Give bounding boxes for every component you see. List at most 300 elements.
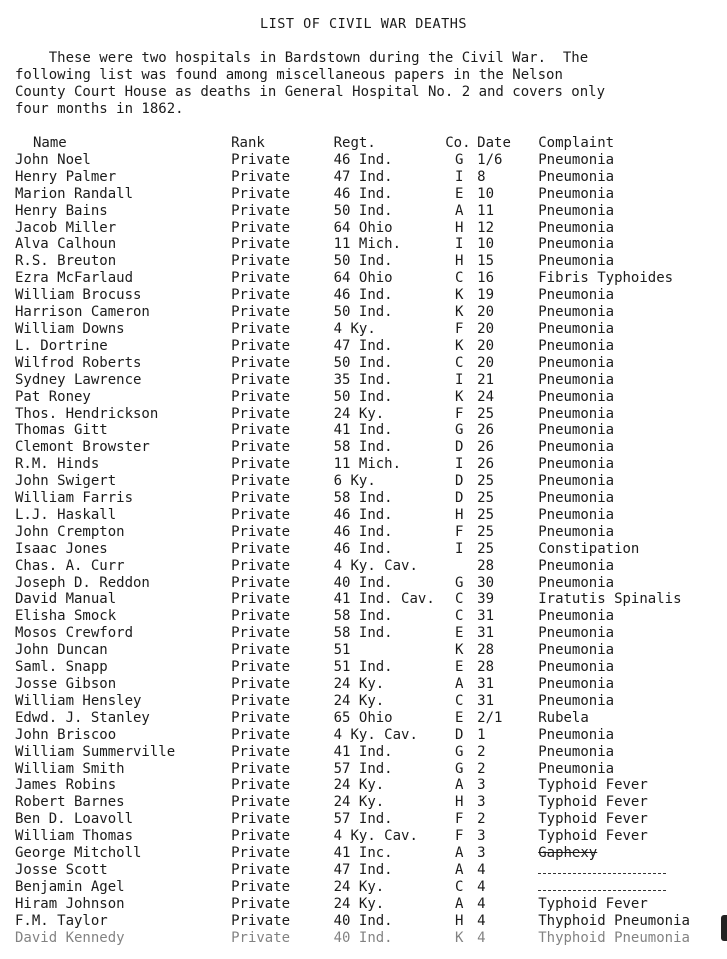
table-row — [15, 896, 727, 913]
co-cell: H — [454, 506, 464, 523]
name-cell: L.J. Haskall — [15, 506, 117, 523]
regt-cell: 41 Ind. — [333, 422, 393, 439]
date-cell: 26 — [477, 456, 495, 473]
column-header-name: Name — [33, 135, 67, 151]
date-cell: 31 — [477, 625, 495, 642]
regt-cell: 47 Ind. — [333, 861, 393, 878]
name-cell: Mosos Crewford — [15, 625, 134, 642]
co-cell: H — [454, 253, 464, 270]
date-cell: 10 — [477, 185, 495, 202]
regt-cell: 24 Ky. — [333, 794, 385, 811]
regt-cell: 50 Ind. — [333, 388, 393, 405]
name-cell: Marion Randall — [15, 185, 134, 202]
regt-cell: 57 Ind. — [333, 811, 393, 828]
rank-cell: Private — [231, 253, 291, 270]
table-row — [15, 608, 727, 625]
co-cell: C — [454, 878, 464, 895]
name-cell: Harrison Cameron — [15, 304, 150, 321]
co-cell: F — [454, 405, 464, 422]
rank-cell: Private — [231, 473, 291, 490]
rank-cell: Private — [231, 726, 291, 743]
complaint-cell: Thyphoid Pneumonia — [538, 912, 690, 929]
co-cell: G — [454, 151, 464, 168]
regt-cell: 11 Mich. — [333, 456, 402, 473]
name-cell: William Thomas — [15, 828, 134, 845]
name-cell: R.S. Breuton — [15, 253, 117, 270]
intro-line: These were two hospitals in Bardstown during the Civil War. The — [15, 50, 589, 66]
table-row — [15, 389, 727, 406]
name-cell: Henry Palmer — [15, 168, 117, 185]
date-cell: 2 — [477, 743, 486, 760]
complaint-cell: Pneumonia — [538, 354, 615, 371]
table-row — [15, 659, 727, 676]
regt-cell: 4 Ky. Cav. — [333, 726, 418, 743]
name-cell: Edwd. J. Stanley — [15, 709, 150, 726]
date-cell: 31 — [477, 692, 495, 709]
rank-cell: Private — [231, 861, 291, 878]
rank-cell: Private — [231, 828, 291, 845]
regt-cell: 4 Ky. Cav. — [333, 828, 418, 845]
regt-cell: 24 Ky. — [333, 777, 385, 794]
date-cell: 28 — [477, 659, 495, 676]
co-cell: C — [454, 354, 464, 371]
rank-cell: Private — [231, 388, 291, 405]
table-row — [15, 169, 727, 186]
table-row — [15, 693, 727, 710]
intro-line: four months in 1862. — [15, 101, 184, 117]
rank-cell: Private — [231, 506, 291, 523]
co-cell: E — [454, 625, 464, 642]
date-cell: 28 — [477, 642, 495, 659]
co-cell: D — [454, 439, 464, 456]
rank-cell: Private — [231, 185, 291, 202]
date-cell: 3 — [477, 845, 486, 862]
table-row — [15, 490, 727, 507]
rank-cell: Private — [231, 659, 291, 676]
name-cell: William Smith — [15, 760, 125, 777]
complaint-cell: Pneumonia — [538, 608, 615, 625]
co-cell: E — [454, 185, 464, 202]
table-row — [15, 930, 727, 947]
page-title: LIST OF CIVIL WAR DEATHS — [259, 16, 468, 32]
complaint-cell: Typhoid Fever — [538, 794, 648, 811]
table-row — [15, 253, 727, 270]
name-cell: David Kennedy — [15, 929, 125, 946]
rank-cell: Private — [231, 320, 291, 337]
regt-cell: 47 Ind. — [333, 168, 393, 185]
rank-cell: Private — [231, 929, 291, 946]
date-cell: 2 — [477, 811, 486, 828]
table-row — [15, 203, 727, 220]
name-cell: Ben D. Loavoll — [15, 811, 134, 828]
date-cell: 25 — [477, 523, 495, 540]
regt-cell: 64 Ohio — [333, 219, 393, 236]
name-cell: Wilfrod Roberts — [15, 354, 142, 371]
rank-cell: Private — [231, 692, 291, 709]
co-cell: F — [454, 828, 464, 845]
name-cell: William Hensley — [15, 692, 142, 709]
co-cell: D — [454, 473, 464, 490]
table-row — [15, 794, 727, 811]
date-cell: 26 — [477, 439, 495, 456]
regt-cell: 4 Ky. Cav. — [333, 557, 418, 574]
complaint-cell: Pneumonia — [538, 151, 615, 168]
table-row — [15, 727, 727, 744]
rank-cell: Private — [231, 287, 291, 304]
date-cell: 20 — [477, 320, 495, 337]
rank-cell: Private — [231, 371, 291, 388]
co-cell: I — [454, 168, 464, 185]
co-cell: K — [454, 337, 464, 354]
complaint-cell: Pneumonia — [538, 473, 615, 490]
complaint-cell: Pneumonia — [538, 422, 615, 439]
complaint-cell: Pneumonia — [538, 676, 615, 692]
table-row — [15, 676, 727, 693]
name-cell: Joseph D. Reddon — [15, 574, 150, 591]
complaint-cell: Pneumonia — [538, 337, 615, 354]
co-cell: F — [454, 523, 464, 540]
co-cell: G — [454, 574, 464, 591]
table-row — [15, 541, 727, 558]
co-cell: F — [454, 320, 464, 337]
complaint-cell: Pneumonia — [538, 405, 615, 422]
intro-line: County Court House as deaths in General Hospital No. 2 and covers only — [15, 84, 606, 100]
date-cell: 15 — [477, 253, 495, 270]
date-cell: 21 — [477, 371, 495, 388]
date-cell: 11 — [477, 202, 495, 219]
regt-cell: 58 Ind. — [333, 608, 393, 625]
date-cell: 25 — [477, 540, 495, 557]
regt-cell: 50 Ind. — [333, 253, 393, 270]
table-header-row — [15, 135, 727, 152]
complaint-cell: Pneumonia — [538, 659, 615, 676]
deaths-table — [15, 135, 727, 947]
name-cell: David Manual — [15, 591, 117, 608]
column-header-rank: Rank — [231, 135, 265, 151]
date-cell: 31 — [477, 676, 495, 692]
co-cell: A — [454, 777, 464, 794]
date-cell: 19 — [477, 287, 495, 304]
date-cell: 20 — [477, 304, 495, 321]
name-cell: Chas. A. Curr — [15, 557, 125, 574]
rank-cell: Private — [231, 591, 291, 608]
rank-cell: Private — [231, 642, 291, 659]
rank-cell: Private — [231, 219, 291, 236]
complaint-cell: Pneumonia — [538, 490, 615, 507]
complaint-cell: Typhoid Fever — [538, 777, 648, 794]
regt-cell: 41 Inc. — [333, 845, 393, 862]
table-row — [15, 422, 727, 439]
complaint-cell: Pneumonia — [538, 320, 615, 337]
intro-line: following list was found among miscellaneous papers in the Nelson — [15, 67, 563, 83]
rank-cell: Private — [231, 270, 291, 287]
complaint-cell: Pneumonia — [538, 506, 615, 523]
table-row — [15, 591, 727, 608]
complaint-cell: Pneumonia — [538, 202, 615, 219]
table-row — [15, 372, 727, 389]
table-row — [15, 270, 727, 287]
name-cell: Elisha Smock — [15, 608, 117, 625]
name-cell: Pat Roney — [15, 388, 91, 405]
name-cell: Benjamin Agel — [15, 878, 125, 895]
complaint-cell: Pneumonia — [538, 185, 615, 202]
regt-cell: 35 Ind. — [333, 371, 393, 388]
complaint-cell: Rubela — [538, 709, 589, 726]
regt-cell: 41 Ind. — [333, 743, 393, 760]
complaint-cell: Pneumonia — [538, 439, 615, 456]
date-cell: 2 — [477, 760, 486, 777]
regt-cell: 46 Ind. — [333, 506, 393, 523]
regt-cell: 65 Ohio — [333, 709, 393, 726]
table-row — [15, 439, 727, 456]
rank-cell: Private — [231, 557, 291, 574]
co-cell: G — [454, 760, 464, 777]
co-cell: H — [454, 219, 464, 236]
rank-cell: Private — [231, 743, 291, 760]
table-row — [15, 642, 727, 659]
date-cell: 3 — [477, 828, 486, 845]
regt-cell: 11 Mich. — [333, 236, 402, 253]
name-cell: Saml. Snapp — [15, 659, 108, 676]
co-cell: A — [454, 676, 464, 692]
table-row — [15, 220, 727, 237]
date-cell: 20 — [477, 337, 495, 354]
date-cell: 4 — [477, 878, 486, 895]
name-cell: William Brocuss — [15, 287, 142, 304]
name-cell: Sydney Lawrence — [15, 371, 142, 388]
table-row — [15, 186, 727, 203]
date-cell: 1/6 — [477, 151, 503, 168]
complaint-cell: Iratutis Spinalis — [538, 591, 682, 608]
table-row — [15, 558, 727, 575]
complaint-cell: Pneumonia — [538, 371, 615, 388]
name-cell: William Farris — [15, 490, 134, 507]
regt-cell: 24 Ky. — [333, 878, 385, 895]
rank-cell: Private — [231, 422, 291, 439]
name-cell: John Swigert — [15, 473, 117, 490]
rank-cell: Private — [231, 760, 291, 777]
co-cell: K — [454, 304, 464, 321]
name-cell: John Noel — [15, 151, 91, 168]
rank-cell: Private — [231, 540, 291, 557]
name-cell: Josse Gibson — [15, 676, 117, 692]
name-cell: Henry Bains — [15, 202, 108, 219]
rank-cell: Private — [231, 845, 291, 862]
table-row — [15, 710, 727, 727]
table-row — [15, 625, 727, 642]
table-row — [15, 456, 727, 473]
co-cell: E — [454, 709, 464, 726]
rank-cell: Private — [231, 151, 291, 168]
name-cell: Clemont Browster — [15, 439, 150, 456]
complaint-cell: Pneumonia — [538, 236, 615, 253]
table-row — [15, 777, 727, 794]
co-cell: C — [454, 270, 464, 287]
table-row — [15, 338, 727, 355]
date-cell: 30 — [477, 574, 495, 591]
co-cell: H — [454, 794, 464, 811]
regt-cell: 41 Ind. Cav. — [333, 591, 435, 608]
intro-paragraph — [15, 50, 720, 118]
regt-cell: 50 Ind. — [333, 202, 393, 219]
regt-cell: 40 Ind. — [333, 929, 393, 946]
table-row — [15, 321, 727, 338]
regt-cell: 51 Ind. — [333, 659, 393, 676]
co-cell: K — [454, 287, 464, 304]
date-cell: 4 — [477, 861, 486, 878]
regt-cell: 58 Ind. — [333, 625, 393, 642]
rank-cell: Private — [231, 490, 291, 507]
complaint-cell: Thyphoid Pneumonia — [538, 929, 690, 946]
rank-cell: Private — [231, 608, 291, 625]
rank-cell: Private — [231, 202, 291, 219]
co-cell: I — [454, 236, 464, 253]
regt-cell: 57 Ind. — [333, 760, 393, 777]
rank-cell: Private — [231, 878, 291, 895]
regt-cell: 46 Ind. — [333, 540, 393, 557]
name-cell: John Briscoo — [15, 726, 117, 743]
date-cell: 25 — [477, 473, 495, 490]
page-edge-mark — [721, 915, 727, 941]
date-cell: 4 — [477, 895, 486, 912]
regt-cell: 46 Ind. — [333, 151, 393, 168]
rank-cell: Private — [231, 574, 291, 591]
rank-cell: Private — [231, 523, 291, 540]
name-cell: Hiram Johnson — [15, 895, 125, 912]
regt-cell: 46 Ind. — [333, 287, 393, 304]
co-cell: D — [454, 490, 464, 507]
complaint-cell: Pneumonia — [538, 456, 615, 473]
regt-cell: 47 Ind. — [333, 337, 393, 354]
rank-cell: Private — [231, 304, 291, 321]
regt-cell: 46 Ind. — [333, 523, 393, 540]
name-cell: Isaac Jones — [15, 540, 108, 557]
date-cell: 1 — [477, 726, 486, 743]
table-row — [15, 744, 727, 761]
name-cell: John Duncan — [15, 642, 108, 659]
date-cell: 24 — [477, 388, 495, 405]
complaint-cell: Typhoid Fever — [538, 828, 648, 845]
co-cell: I — [454, 456, 464, 473]
complaint-cell: Pneumonia — [538, 557, 615, 574]
name-cell: F.M. Taylor — [15, 912, 108, 929]
date-cell: 4 — [477, 929, 486, 946]
complaint-cell: Pneumonia — [538, 692, 615, 709]
regt-cell: 40 Ind. — [333, 574, 393, 591]
date-cell: 25 — [477, 405, 495, 422]
co-cell: A — [454, 202, 464, 219]
complaint-cell: Pneumonia — [538, 219, 615, 236]
name-cell: George Mitcholl — [15, 845, 142, 862]
rank-cell: Private — [231, 676, 291, 692]
table-row — [15, 524, 727, 541]
complaint-cell: Typhoid Fever — [538, 811, 648, 828]
name-cell: Alva Calhoun — [15, 236, 117, 253]
rank-cell: Private — [231, 236, 291, 253]
rank-cell: Private — [231, 777, 291, 794]
date-cell: 10 — [477, 236, 495, 253]
name-cell: John Crempton — [15, 523, 125, 540]
regt-cell: 46 Ind. — [333, 185, 393, 202]
name-cell: William Summerville — [15, 743, 176, 760]
complaint-cell: Gaphexy — [538, 845, 598, 862]
regt-cell: 40 Ind. — [333, 912, 393, 929]
date-cell: 25 — [477, 490, 495, 507]
complaint-cell: Pneumonia — [538, 726, 615, 743]
column-header-co: Co. — [445, 135, 471, 151]
date-cell: 8 — [477, 168, 486, 185]
table-body — [15, 152, 727, 947]
table-row — [15, 406, 727, 423]
rank-cell: Private — [231, 895, 291, 912]
table-row — [15, 845, 727, 862]
co-cell: K — [454, 642, 464, 659]
column-header-date: Date — [477, 135, 511, 151]
name-cell: Jacob Miller — [15, 219, 117, 236]
co-cell: C — [454, 608, 464, 625]
name-cell: R.M. Hinds — [15, 456, 100, 473]
name-cell: Thomas Gitt — [15, 422, 108, 439]
regt-cell: 24 Ky. — [333, 692, 385, 709]
rank-cell: Private — [231, 709, 291, 726]
complaint-cell: Pneumonia — [538, 304, 615, 321]
co-cell: A — [454, 845, 464, 862]
complaint-cell: Pneumonia — [538, 760, 615, 777]
rank-cell: Private — [231, 405, 291, 422]
rank-cell: Private — [231, 439, 291, 456]
co-cell: D — [454, 726, 464, 743]
table-row — [15, 913, 727, 930]
complaint-cell: Pneumonia — [538, 642, 615, 659]
co-cell: A — [454, 861, 464, 878]
complaint-cell — [538, 862, 727, 879]
table-row — [15, 761, 727, 778]
complaint-cell: Pneumonia — [538, 168, 615, 185]
complaint-cell: Pneumonia — [538, 625, 615, 642]
name-cell: Thos. Hendrickson — [15, 405, 159, 422]
complaint-cell: Constipation — [538, 540, 640, 557]
complaint-cell — [538, 879, 727, 896]
name-cell: L. Dortrine — [15, 337, 108, 354]
name-cell: Josse Scott — [15, 861, 108, 878]
regt-cell: 64 Ohio — [333, 270, 393, 287]
table-row — [15, 473, 727, 490]
regt-cell: 24 Ky. — [333, 405, 385, 422]
date-cell: 12 — [477, 219, 495, 236]
column-header-regt: Regt. — [333, 135, 376, 151]
co-cell: G — [454, 743, 464, 760]
date-cell: 26 — [477, 422, 495, 439]
complaint-cell: Pneumonia — [538, 574, 615, 591]
date-cell: 4 — [477, 912, 486, 929]
regt-cell: 50 Ind. — [333, 354, 393, 371]
blank-entry-line — [538, 865, 666, 874]
table-row — [15, 507, 727, 524]
date-cell: 31 — [477, 608, 495, 625]
date-cell: 28 — [477, 557, 495, 574]
date-cell: 20 — [477, 354, 495, 371]
complaint-cell: Pneumonia — [538, 743, 615, 760]
regt-cell: 4 Ky. — [333, 320, 376, 337]
name-cell: James Robins — [15, 777, 117, 794]
rank-cell: Private — [231, 625, 291, 642]
regt-cell: 58 Ind. — [333, 439, 393, 456]
co-cell: C — [454, 692, 464, 709]
rank-cell: Private — [231, 456, 291, 473]
rank-cell: Private — [231, 337, 291, 354]
co-cell: H — [454, 912, 464, 929]
complaint-cell: Typhoid Fever — [538, 895, 648, 912]
